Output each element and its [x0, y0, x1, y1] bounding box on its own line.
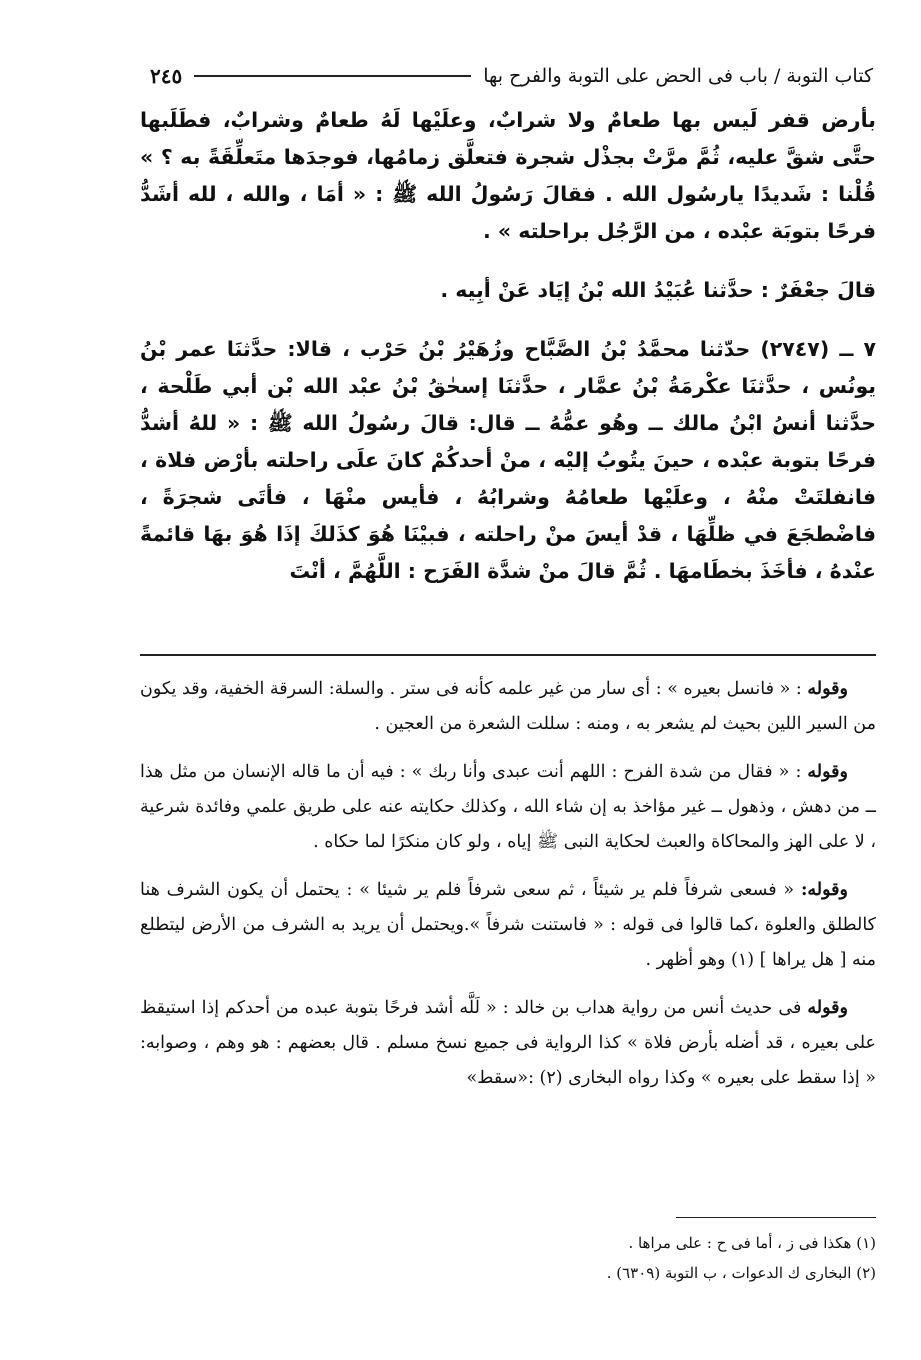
- header-rule: [194, 75, 471, 77]
- note-text: « فسعى شرفاً فلم ير شيئاً ، ثم سعى شرفاً فلم ير شيئا » : يحتمل أن يكون الشرف هنا كالطلق والعلوة ،كما قالوا فى قوله : « فاستنت شرفاً ».ويحتمل أن يريد به الشرف من الأرض ليتطلع منه [ هل يراها ] (١) وهو أظهر .: [140, 880, 876, 970]
- hadith-text: [140, 102, 876, 590]
- commentary-divider: [140, 654, 876, 656]
- note-keyword: وقوله: [807, 762, 848, 782]
- hadith-paragraph-2: قالَ جعْفَرٌ : حدَّثنا عُبَيْدُ الله بْنُ إيَاد عَنْ أبِيه .: [440, 278, 876, 302]
- note-keyword: وقوله: [807, 679, 848, 699]
- page-number: ٢٤٥: [150, 64, 183, 88]
- footnote-2: (٢) البخارى ك الدعوات ، ب التوبة (٦٣٠٩) .: [606, 1264, 876, 1282]
- note-text: : « فانسل بعيره » : أى سار من غير علمه كأنه فى ستر . والسلة: السرقة الخفية، وقد يكون من السير اللين بحيث لم يشعر به ، ومنه : سللت الشعرة من العجين .: [140, 679, 876, 734]
- note-text: فى حديث أنس من رواية هداب بن خالد : « لَلَّه أشد فرحًا بتوبة عبده من أحدكم إذا استيقظ على بعيره ، قد أضله بأرض فلاة » كذا الرواية فى جميع نسخ مسلم . قال بعضهم : هو وهم ، وصوابه: « إذا سقط على بعيره » وكذا رواه البخارى (٢) :«سقط»: [140, 998, 876, 1088]
- note-keyword: وقوله:: [800, 880, 848, 900]
- commentary: [140, 672, 876, 1096]
- footnotes: [140, 1228, 876, 1288]
- commentary-note-4: [140, 991, 876, 1096]
- note-keyword: وقوله: [807, 998, 848, 1018]
- header-title: كتاب التوبة / باب فى الحض على التوبة والفرح بها: [483, 65, 873, 87]
- footnote-divider: [676, 1217, 876, 1218]
- commentary-note-1: [140, 672, 876, 742]
- note-text: : « فقال من شدة الفرح : اللهم أنت عبدى وأنا ربك » : فيه أن ما قاله الإنسان من مثل هذا ــ من دهش ، وذهول ــ غير مؤاخذ به إن شاء الله ، وكذلك حكايته عنه على طريق علمي وفائدة شرعية ، لا على الهز والمحاكاة والعبث لحكاية النبى ﷺ إياه ، ولو كان منكرًا لما حكاه .: [140, 762, 876, 852]
- commentary-note-3: [140, 873, 876, 978]
- commentary-note-2: [140, 755, 876, 860]
- running-header: [150, 56, 873, 96]
- hadith-paragraph-3: ٧ ــ (٢٧٤٧) حدّثنا محمَّدُ بْنُ الصَّبَّاح وزُهَيْرُ بْنُ حَرْب ، قالا: حدَّثنَا عمر بْنُ يونُس ، حدَّثنَا عكْرمَةُ بْنُ عمَّار ، حدَّثنَا إسحٰقُ بْنُ عبْد الله بْن أبي طَلْحة ، حدَّثنا أنسُ ابْنُ مالك ــ وهُو عمُّهُ ــ قال: قالَ رسُولُ الله ﷺ : « للهُ أشدُّ فرحًا بتوبة عبْده ، حينَ يتُوبُ إليْه ، منْ أحدكُمْ كانَ علَى راحلته بأرْض فلاة ، فانفلتَتْ منْهُ ، وعلَيْها طعامُهُ وشرابُهُ ، فأيس منْهَا ، فأتَى شجرَةً ، فاضْطجَعَ في ظلِّهَا ، قدْ أيسَ منْ راحلته ، فبيْنَا هُوَ كذَلكَ إذَا هُوَ بهَا قائمةً عنْدهُ ، فأخَذَ بخطَامهَا . ثُمَّ قالَ منْ شدَّة الفَرَح : اللَّهُمَّ ، أنْتَ: [140, 337, 876, 583]
- hadith-paragraph-1: بأرض قفر لَيس بها طعامٌ ولا شرابٌ، وعلَيْها لَهُ طعامٌ وشرابٌ، فطَلَبها حتَّى شقَّ عليه، ثُمَّ مرَّتْ بجذْل شجرة فتعلَّق زمامُها، فوجدَها متَعلِّقَةً به ؟ » قُلْنا : شَديدًا يارسُول الله . فقالَ رَسُولُ الله ﷺ : « أمَا ، والله ، لله أشَدُّ فرحًا بتوبَة عبْده ، من الرَّجُل براحلته » .: [140, 108, 876, 243]
- footnote-1: (١) هكذا فى ز ، أما فى ح : على مراها .: [628, 1234, 876, 1252]
